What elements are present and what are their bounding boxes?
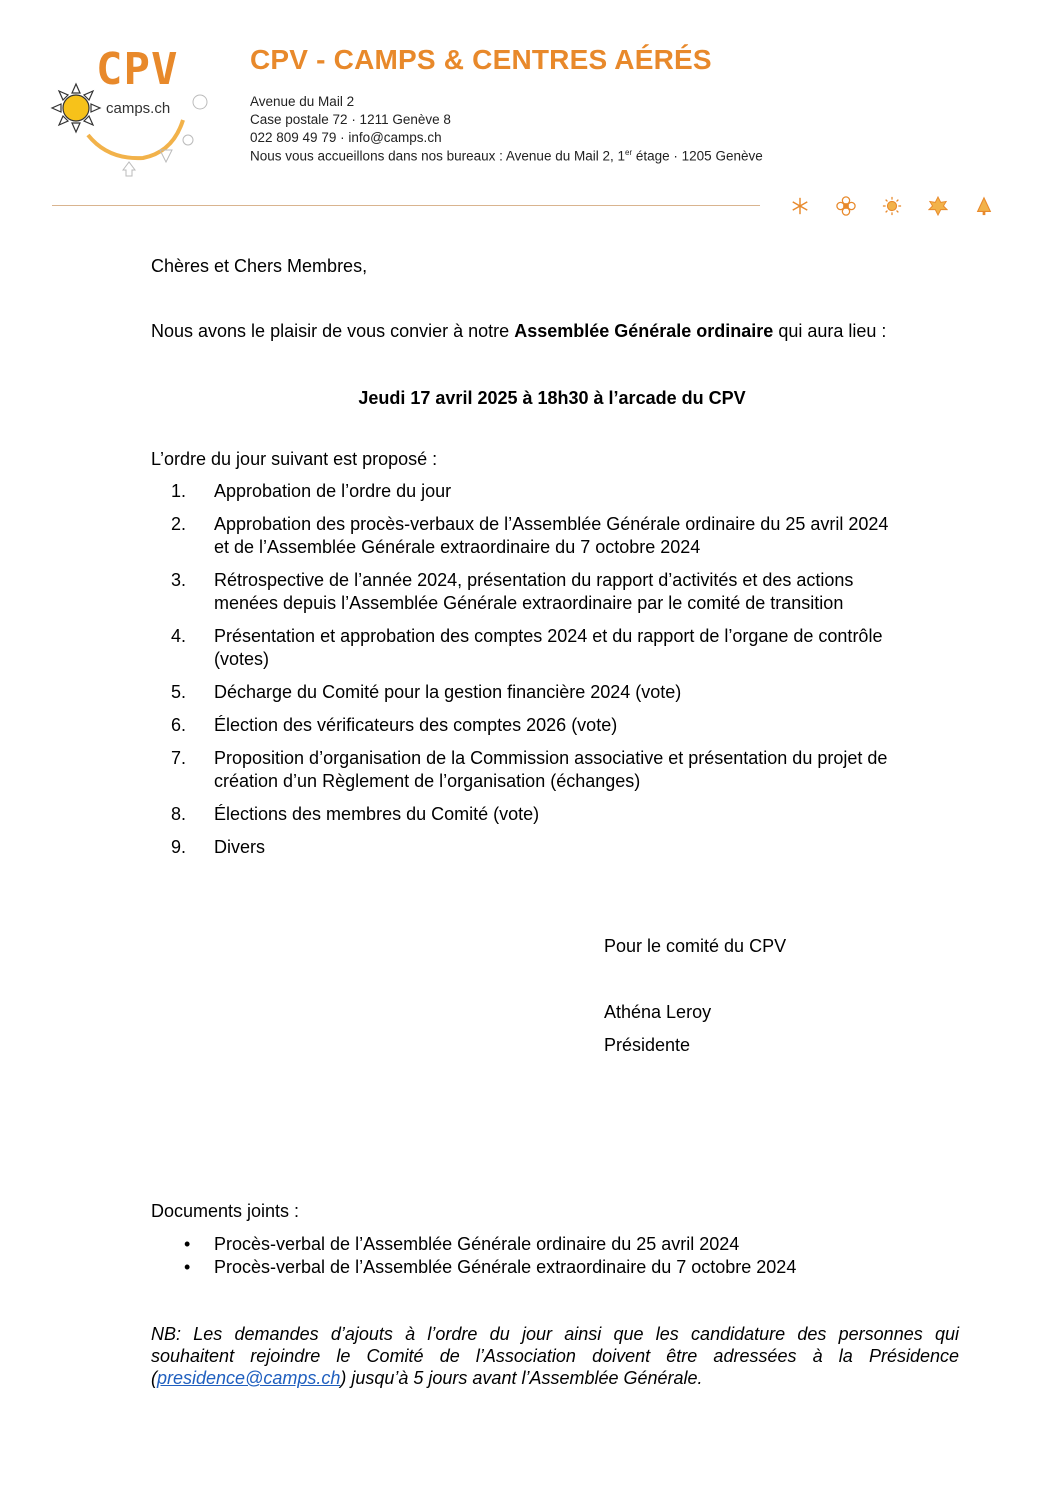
sun-icon: [52, 84, 100, 132]
agenda-item: [151, 625, 961, 671]
attachment-text: Procès-verbal de l’Assemblée Générale extraordinaire du 7 octobre 2024: [214, 1257, 797, 1277]
address-line: Case postale 72 · 1211 Genève 8: [250, 112, 451, 127]
assembly-type: Assemblée Générale ordinaire: [514, 321, 774, 341]
attachment-text: Procès-verbal de l’Assemblée Générale ordinaire du 25 avril 2024: [214, 1234, 740, 1254]
nb-line: souhaitent rejoindre le Comité de l’Association doivent être adressées à la Présidence: [151, 1346, 959, 1366]
address-line: Avenue du Mail 2: [250, 94, 355, 109]
nb-paren: (: [151, 1368, 157, 1388]
office-line-start: Nous vous accueillons dans nos bureaux : Avenue du Mail 2, 1: [250, 148, 625, 164]
signature-name: Athéna Leroy: [604, 1002, 712, 1022]
meeting-date: Jeudi 17 avril 2025 à 18h30 à l’arcade du CPV: [358, 388, 746, 408]
nb-line-end: ) jusqu’à 5 jours avant l’Assemblée Générale.: [340, 1368, 703, 1388]
signature-role: Présidente: [604, 1035, 691, 1055]
agenda-text: Proposition d’organisation de la Commission associative et présentation du projet de: [214, 748, 888, 768]
agenda-intro: L’ordre du jour suivant est proposé :: [151, 449, 438, 469]
agenda-item: [151, 747, 961, 793]
office-line-end: étage · 1205 Genève: [632, 148, 763, 164]
organization-title: CPV - CAMPS & CENTRES AÉRÉS: [250, 44, 712, 75]
agenda-item: [151, 836, 961, 859]
leaf-icon: [928, 195, 948, 217]
attachment-item: [151, 1256, 796, 1279]
attachment-item: [151, 1233, 796, 1256]
agenda-item: [151, 803, 961, 826]
agenda-text: création d’un Règlement de l’organisation (échanges): [214, 771, 641, 791]
cpv-logo: [48, 40, 218, 190]
agenda-text: Élection des vérificateurs des comptes 2026 (vote): [214, 715, 618, 735]
agenda-text: Rétrospective de l’année 2024, présentation du rapport d’activités et des actions: [214, 570, 854, 590]
bullet: •: [184, 1257, 191, 1277]
agenda-number: 2.: [171, 514, 187, 534]
agenda-item: [151, 513, 961, 559]
agenda-text: menées depuis l’Assemblée Générale extraordinaire par le comité de transition: [214, 593, 844, 613]
greeting: Chères et Chers Membres,: [151, 256, 368, 276]
nb-note: [151, 1323, 959, 1389]
contact-line: 022 809 49 79 · info@camps.ch: [250, 130, 442, 145]
attachments-title: Documents joints :: [151, 1201, 300, 1221]
invitation-paragraph: [151, 320, 886, 342]
agenda-text: Divers: [214, 837, 266, 857]
agenda-text: Décharge du Comité pour la gestion financière 2024 (vote): [214, 682, 682, 702]
agenda-number: 5.: [171, 682, 187, 702]
season-icons: [790, 195, 1020, 221]
agenda-text: Présentation et approbation des comptes 2024 et du rapport de l’organe de contrôle: [214, 626, 883, 646]
signature-for: Pour le comité du CPV: [604, 936, 787, 956]
presidence-email-link[interactable]: presidence@camps.ch: [157, 1368, 341, 1388]
nb-line: [151, 1367, 959, 1389]
attachments-list: [151, 1233, 796, 1279]
sun-icon: [882, 195, 902, 217]
nb-line: NB: Les demandes d’ajouts à l’ordre du jour ainsi que les candidature des personnes qui: [151, 1324, 959, 1344]
agenda-number: 7.: [171, 748, 187, 768]
flower-icon: [836, 195, 856, 217]
agenda-item: [151, 569, 961, 615]
snowflake-icon: [790, 195, 810, 217]
agenda-number: 8.: [171, 804, 187, 824]
agenda-number: 3.: [171, 570, 187, 590]
bullet: •: [184, 1234, 191, 1254]
header-divider: [52, 205, 760, 206]
agenda-item: [151, 714, 961, 737]
agenda-number: 4.: [171, 626, 187, 646]
agenda-item: [151, 681, 961, 704]
agenda-number: 1.: [171, 481, 187, 501]
invitation-end: qui aura lieu :: [773, 321, 887, 341]
office-line-sup: er: [625, 148, 633, 157]
agenda-text: Approbation des procès-verbaux de l’Assemblée Générale ordinaire du 25 avril 2024: [214, 514, 889, 534]
agenda-item: [151, 480, 961, 503]
agenda-number: 9.: [171, 837, 187, 857]
office-line: [250, 148, 763, 164]
agenda-list: [151, 480, 961, 869]
agenda-text: et de l’Assemblée Générale extraordinaire du 7 octobre 2024: [214, 537, 701, 557]
agenda-text: Approbation de l’ordre du jour: [214, 481, 452, 501]
tree-icon: [974, 195, 994, 217]
agenda-text: Élections des membres du Comité (vote): [214, 804, 540, 824]
logo-domain: camps.ch: [106, 100, 171, 117]
agenda-text: (votes): [214, 649, 270, 669]
invitation-start: Nous avons le plaisir de vous convier à notre: [151, 321, 515, 341]
agenda-number: 6.: [171, 715, 187, 735]
logo-brand: CPV: [96, 44, 179, 95]
